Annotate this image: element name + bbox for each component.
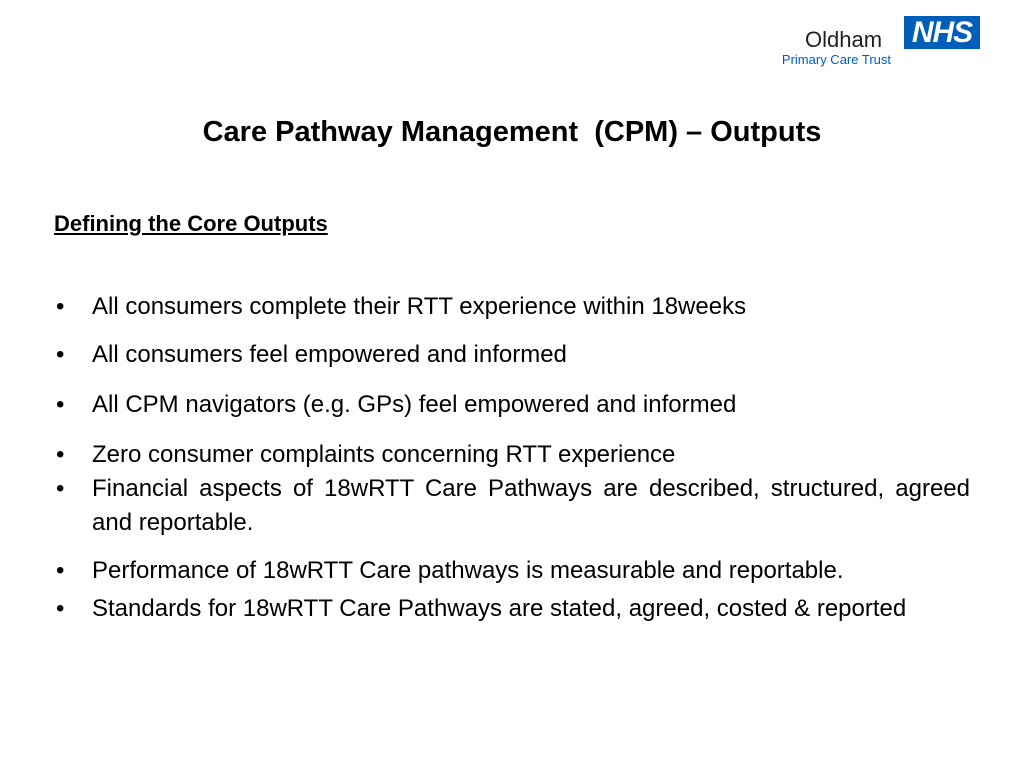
list-item [54, 549, 970, 592]
list-item-text: All consumers feel empowered and informed [92, 341, 567, 368]
list-item [54, 338, 970, 372]
logo-subtitle: Primary Care Trust [781, 52, 891, 67]
bullet-icon: • [56, 391, 65, 418]
list-item [54, 592, 970, 626]
list-item [54, 290, 970, 324]
list-item-text: Performance of 18wRTT Care pathways is measurable and reportable. [92, 557, 844, 584]
slide-title: Care Pathway Management (CPM) – Outputs [202, 116, 822, 148]
list-item-text: Standards for 18wRTT Care Pathways are stated, agreed, costed & reported [92, 595, 907, 622]
bullet-icon: • [56, 293, 65, 320]
section-heading: Defining the Core Outputs [54, 211, 328, 236]
list-item [54, 388, 970, 422]
bullet-icon: • [56, 557, 65, 584]
list-item [54, 472, 970, 540]
logo-name: Oldham [805, 27, 883, 52]
bullet-icon: • [56, 475, 65, 502]
list-item-text: All consumers complete their RTT experience within 18weeks [92, 293, 747, 320]
bullet-icon: • [56, 595, 65, 622]
bullet-icon: • [56, 341, 65, 368]
list-item-text: Financial aspects of 18wRTT Care Pathways are described, structured, agreed and reportable. [92, 475, 970, 536]
list-item-text: Zero consumer complaints concerning RTT experience [92, 441, 676, 468]
outputs-list [54, 290, 970, 626]
bullet-icon: • [56, 441, 65, 468]
nhs-badge: NHS [904, 16, 980, 49]
list-item-text: All CPM navigators (e.g. GPs) feel empowered and informed [92, 391, 737, 418]
oldham-nhs-logo [780, 16, 990, 72]
list-item [54, 438, 970, 472]
